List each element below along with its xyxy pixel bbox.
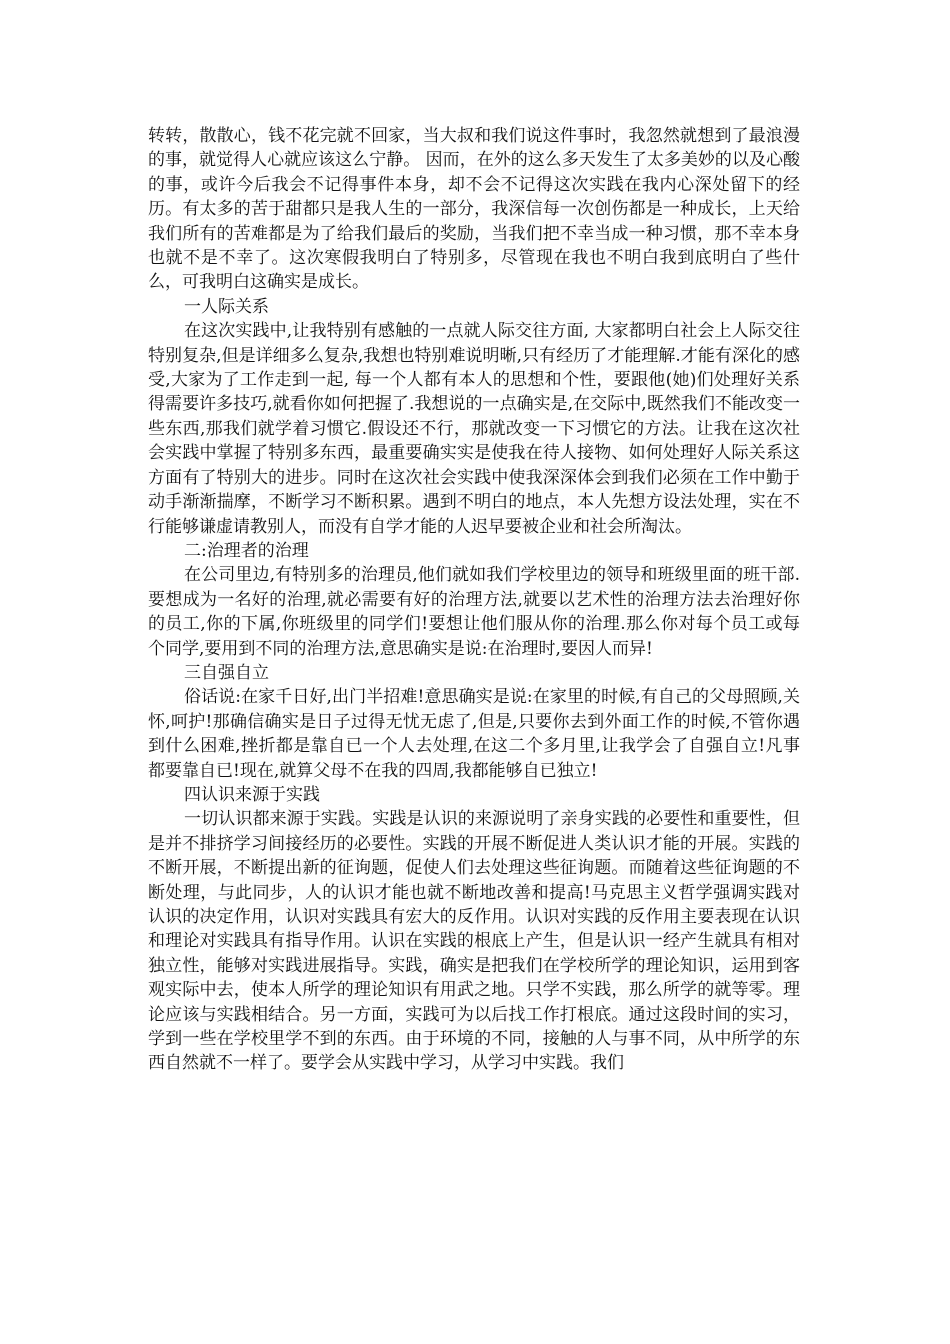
section-heading-interpersonal: 一人际关系 bbox=[184, 296, 269, 317]
paragraph-intro: 转转，散散心，钱不花完就不回家，当大叔和我们说这件事时，我忽然就想到了最浪漫的事，就觉得人心就应该这么宁静。 因而，在外的这么多天发生了太多美妙的以及心酸的事，或许今后我会不记得事件本身，却不会不记得这次实践在我内心深处留下的经历。有太多的苦于甜都只是我人生的一部分，我深信每一次创伤都是一种成长，上天给我们所有的苦难都是为了给我们最后的奖励，当我们把不幸当成一种习惯，那不幸本身也就不是不幸了。这次寒假我明白了特别多，尽管现在我也不明白我到底明白了些什么，可我明白这确实是成长。 bbox=[148, 126, 800, 293]
section-heading-self-reliance: 三自强自立 bbox=[184, 662, 269, 683]
section-heading-practice: 四认识来源于实践 bbox=[184, 784, 320, 805]
document-body bbox=[148, 124, 800, 1076]
paragraph-management: 在公司里边,有特别多的治理员,他们就如我们学校里边的领导和班级里面的班干部.要想成为一名好的治理,就必需要有好的治理方法,就要以艺术性的治理方法去治理好你的员工,你的下属,你班级里的同学们!要想让他们服从你的治理.那么你对每个员工或每个同学,要用到不同的治理方法,意思确实是说:在治理时,要因人而异! bbox=[148, 565, 800, 659]
paragraph-self-reliance: 俗话说:在家千日好,出门半招难!意思确实是说:在家里的时候,有自己的父母照顾,关怀,呵护!那确信确实是日子过得无忧无虑了,但是,只要你去到外面工作的时候,不管你遇到什么困难,挫折都是靠自已一个人去处理,在这二个多月里,让我学会了自强自立!凡事都要靠自已!现在,就算父母不在我的四周,我都能够自已独立! bbox=[148, 687, 800, 781]
paragraph-interpersonal: 在这次实践中,让我特别有感触的一点就人际交往方面, 大家都明白社会上人际交往特别复杂,但是详细多么复杂,我想也特别难说明晰,只有经历了才能理解.才能有深化的感受,大家为了工作走到一起, 每一个人都有本人的思想和个性，要跟他(她)们处理好关系得需要许多技巧,就看你如何把握了.我想说的一点确实是,在交际中,既然我们不能改变一些东西,那我们就学着习惯它.假设还不行，那就改变一下习惯它的方法。让我在这次社会实践中掌握了特别多东西，最重要确实实是使我在待人接物、如何处理好人际关系这方面有了特别大的进步。同时在这次社会实践中使我深深体会到我们必须在工作中勤于动手渐渐揣摩，不断学习不断积累。遇到不明白的地点，本人先想方设法处理，实在不行能够谦虚请教别人，而没有自学才能的人迟早要被企业和社会所淘汰。 bbox=[148, 321, 800, 537]
section-heading-management: 二:治理者的治理 bbox=[184, 540, 309, 561]
paragraph-practice: 一切认识都来源于实践。实践是认识的来源说明了亲身实践的必要性和重要性，但是并不排挤学习间接经历的必要性。实践的开展不断促进人类认识才能的开展。实践的不断开展，不断提出新的征询题，促使人们去处理这些征询题。而随着这些征询题的不断处理，与此同步，人的认识才能也就不断地改善和提高!马克思主义哲学强调实践对认识的决定作用，认识对实践具有宏大的反作用。认识对实践的反作用主要表现在认识和理论对实践具有指导作用。认识在实践的根底上产生，但是认识一经产生就具有相对独立性，能够对实践进展指导。实践，确实是把我们在学校所学的理论知识，运用到客观实际中去，使本人所学的理论知识有用武之地。只学不实践，那么所学的就等零。理论应该与实践相结合。另一方面，实践可为以后找工作打根底。通过这段时间的实习，学到一些在学校里学不到的东西。由于环境的不同，接触的人与事不同，从中所学的东西自然就不一样了。要学会从实践中学习，从学习中实践。我们 bbox=[148, 809, 800, 1074]
